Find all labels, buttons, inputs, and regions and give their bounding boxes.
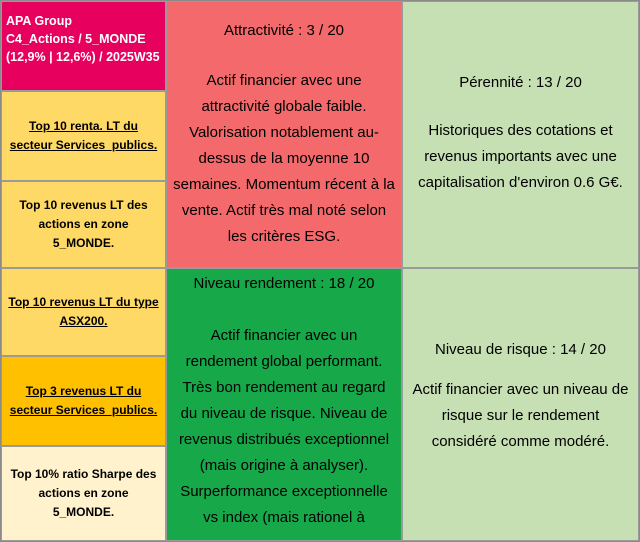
attractiveness-description: Actif financier avec une attractivité globale faible. Valorisation notablement au-dessus de la moyenne 10 semaines. Momentum récent à la vente. Actif très mal noté selon les critères ESG.: [173, 72, 395, 245]
sustainability-panel: [402, 1, 639, 268]
yield-score: Niveau rendement : 18 / 20: [193, 275, 375, 292]
ranking-tag-text: Top 10 revenus LT du type ASX200.: [8, 295, 159, 328]
asset-performance: (12,9% | 12,6%) / 2025W35: [6, 50, 160, 64]
yield-description: Actif financier avec un rendement global performant. Très bon rendement au regard du niveau de risque. Niveau de revenus distribués exceptionnel (mais origine à analyser). Surperformance exceptionnelle vs index (mais rationel à: [178, 327, 390, 526]
sustainability-description: Historiques des cotations et revenus importants avec une capitalisation d'environ 0.6 G€.: [418, 122, 623, 191]
ranking-tag: [1, 91, 166, 181]
sustainability-score: Pérennité : 13 / 20: [459, 74, 582, 91]
ranking-tag-text: Top 10 renta. LT du secteur Services_publics.: [9, 119, 158, 152]
ranking-tag: [1, 268, 166, 356]
yield-panel: [166, 268, 402, 541]
ranking-tag-text: Top 3 revenus LT du secteur Services_publics.: [9, 384, 158, 417]
ranking-tag-text: Top 10 revenus LT des actions en zone 5_MONDE.: [19, 198, 148, 250]
asset-name: APA Group: [6, 14, 72, 28]
attractiveness-panel: [166, 1, 402, 268]
asset-header: [1, 1, 166, 91]
ranking-tag-text: Top 10% ratio Sharpe des actions en zone 5_MONDE.: [10, 467, 157, 519]
risk-score: Niveau de risque : 14 / 20: [435, 341, 606, 358]
ranking-tag: [1, 446, 166, 541]
risk-panel: [402, 268, 639, 541]
ranking-tag: [1, 181, 166, 268]
ranking-tag: [1, 356, 166, 446]
asset-category: C4_Actions / 5_MONDE: [6, 32, 146, 46]
attractiveness-score: Attractivité : 3 / 20: [223, 22, 345, 39]
risk-description: Actif financier avec un niveau de risque sur le rendement considéré comme modéré.: [412, 381, 629, 450]
